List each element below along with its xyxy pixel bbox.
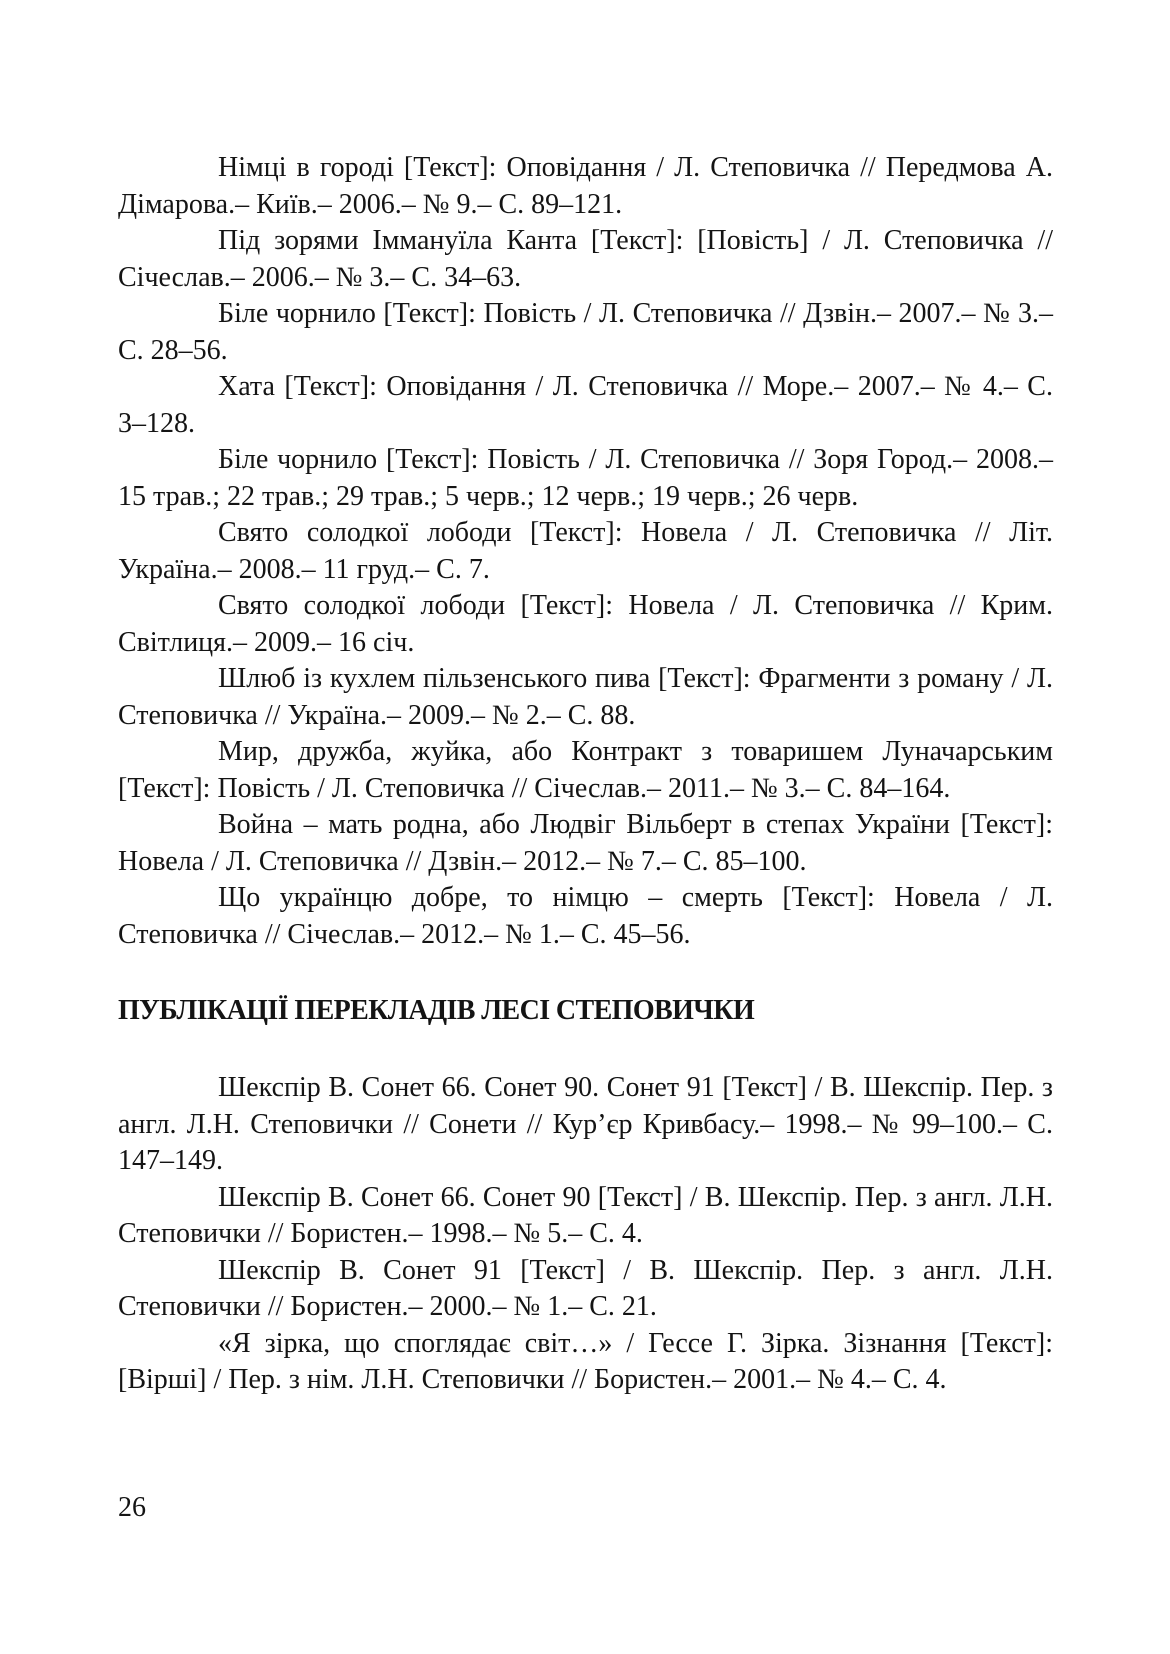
section-heading: ПУБЛІКАЦІЇ ПЕРЕКЛАДІВ ЛЕСІ СТЕПОВИЧКИ bbox=[118, 995, 755, 1026]
bibliography-entry: Хата [Текст]: Оповідання / Л. Степовичка // Море.– 2007.– № 4.– С. 3–128. bbox=[118, 371, 1053, 439]
bibliography-entry: Біле чорнило [Текст]: Повість / Л. Степовичка // Дзвін.– 2007.– № 3.– С. 28–56. bbox=[118, 298, 1053, 366]
bibliography-entry: Біле чорнило [Текст]: Повість / Л. Степовичка // Зоря Город.– 2008.– 15 трав.; 22 трав.; 29 трав.; 5 черв.; 12 черв.; 19 черв.; 26 черв. bbox=[118, 444, 1053, 512]
bibliography-entry: Шекспір В. Сонет 66. Сонет 90 [Текст] / В. Шекспір. Пер. з англ. Л.Н. Степовички // Бористен.– 1998.– № 5.– С. 4. bbox=[118, 1181, 1053, 1249]
bibliography-entry: Свято солодкої лободи [Текст]: Новела / Л. Степовичка // Крим. Світлиця.– 2009.– 16 січ. bbox=[118, 590, 1053, 658]
bibliography-entry: Що українцю добре, то німцю – смерть [Текст]: Новела / Л. Степовичка // Січеслав.– 2012.– № 1.– С. 45–56. bbox=[118, 882, 1053, 950]
bibliography-entry: Німці в городі [Текст]: Оповідання / Л. Степовичка // Передмова А. Дімарова.– Київ.– 2006.– № 9.– С. 89–121. bbox=[118, 152, 1053, 220]
bibliography-entry: Война – мать родна, або Людвіг Вільберт в степах України [Текст]: Новела / Л. Степовичка // Дзвін.– 2012.– № 7.– С. 85–100. bbox=[118, 809, 1053, 877]
bibliography-list-after bbox=[118, 1070, 1053, 1399]
bibliography-entry: Шекспір В. Сонет 91 [Текст] / В. Шекспір. Пер. з англ. Л.Н. Степовички // Бористен.– 2000.– № 1.– С. 21. bbox=[118, 1254, 1053, 1322]
bibliography-entry: Шлюб із кухлем пільзенського пива [Текст]: Фрагменти з роману / Л. Степовичка // Україна.– 2009.– № 2.– С. 88. bbox=[118, 663, 1053, 731]
bibliography-entry: Свято солодкої лободи [Текст]: Новела / Л. Степовичка // Літ. Україна.– 2008.– 11 груд.– С. 7. bbox=[118, 517, 1053, 585]
bibliography-entry: Під зорями Іммануїла Канта [Текст]: [Повість] / Л. Степовичка // Січеслав.– 2006.– № 3.– С. 34–63. bbox=[118, 225, 1053, 293]
bibliography-list-before bbox=[118, 150, 1053, 953]
document-page bbox=[118, 150, 1053, 1399]
page-number: 26 bbox=[118, 1492, 146, 1523]
bibliography-entry: «Я зірка, що споглядає світ…» / Гессе Г. Зірка. Зізнання [Текст]: [Вірші] / Пер. з нім. Л.Н. Степовички // Бористен.– 2001.– № 4.– С. 4. bbox=[118, 1327, 1053, 1395]
bibliography-entry: Мир, дружба, жуйка, або Контракт з товаришем Луначарським [Текст]: Повість / Л. Степовичка // Січеслав.– 2011.– № 3.– С. 84–164. bbox=[118, 736, 1053, 804]
bibliography-entry: Шекспір В. Сонет 66. Сонет 90. Сонет 91 [Текст] / В. Шекспір. Пер. з англ. Л.Н. Степовички // Сонети // Кур’єр Кривбасу.– 1998.– № 99–100.– С. 147–149. bbox=[118, 1072, 1053, 1176]
